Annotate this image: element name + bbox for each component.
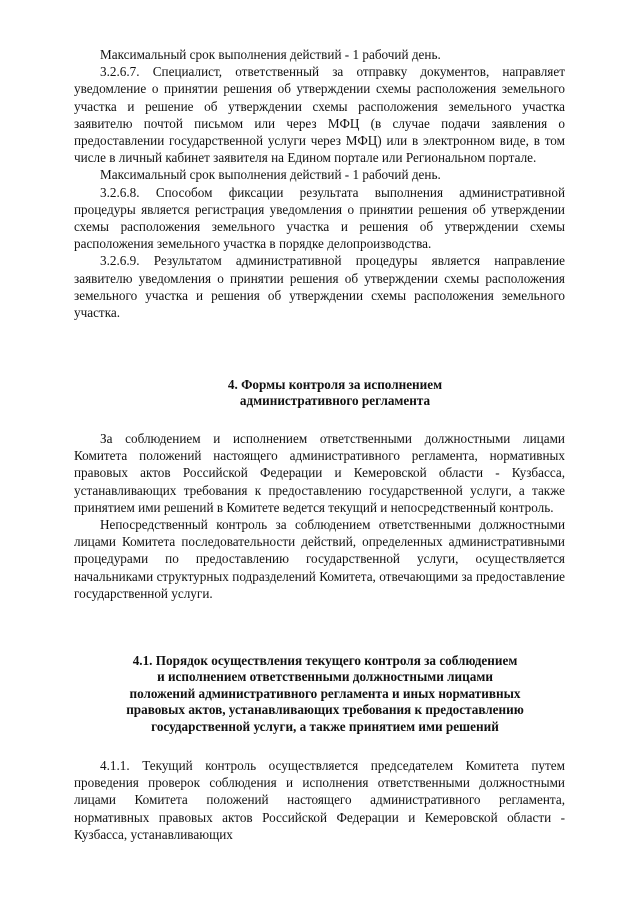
section-4-1-heading-line-2: и исполнением ответственными должностными лицами <box>157 669 493 685</box>
section-4-text <box>74 430 565 602</box>
paragraph-3-2-6-8: 3.2.6.8. Способом фиксации результата выполнения административной процедуры является регистрация уведомления о принятии решения об утверждении схемы расположения земельного участка и решения об утверждении схемы расположения земельного участка в порядке делопроизводства. <box>74 184 565 252</box>
section-4-paragraph-1: За соблюдением и исполнением ответственными должностными лицами Комитета положений настоящего административного регламента, нормативных правовых актов Российской Федерации и Кемеровской области - Кузбасса, устанавливающих требования к предоставлению государственной услуги, а также принятием ими решений в Комитете ведется текущий и непосредственный контроль. <box>74 431 565 515</box>
paragraph-4-1-1: 4.1.1. Текущий контроль осуществляется председателем Комитета путем проведения проверок соблюдения и исполнения ответственными должностными лицами Комитета положений настоящего административного регламента, нормативных правовых актов Российской Федерации и Кемеровской области - Кузбасса, устанавливающих <box>74 758 565 842</box>
paragraph-3-2-6-7: 3.2.6.7. Специалист, ответственный за отправку документов, направляет уведомление о принятии решения об утверждении схемы расположения земельного участка и решение об утверждении схемы расположения земельного участка заявителю почтой письмом или через МФЦ (в случае подачи заявления о предоставлении государственной услуги через МФЦ) или в электронном виде, в том числе в личный кабинет заявителя на Едином портале или Региональном портале. <box>74 64 565 166</box>
procedure-text <box>74 46 565 321</box>
section-4-1-heading-line-3: положений административного регламента и иных нормативных <box>129 685 521 701</box>
section-4-heading <box>190 377 480 410</box>
paragraph-3-2-6-9: 3.2.6.9. Результатом административной процедуры является направление заявителю уведомления о принятии решения об утверждении схемы расположения земельного участка и решения об утверждении схемы расположения земельного участка. <box>74 253 565 321</box>
section-4-1-heading-line-5: государственной услуги, а также принятием ими решений <box>151 718 499 734</box>
section-4-1-heading <box>84 653 566 735</box>
section-4-1-heading-line-4: правовых актов, устанавливающих требования к предоставлению <box>126 702 524 718</box>
section-4-heading-line-1: 4. Формы контроля за исполнением <box>227 377 443 392</box>
section-4-1-text <box>74 757 565 843</box>
section-4-1-heading-line-1: 4.1. Порядок осуществления текущего контроля за соблюдением <box>132 653 518 668</box>
section-4-paragraph-2: Непосредственный контроль за соблюдением ответственными должностными лицами Комитета последовательности действий, определенных административными процедурами по предоставлению государственной услуги, осуществляется начальниками структурных подразделений Комитета, отвечающими за предоставление государственной услуги. <box>74 517 565 601</box>
section-4-heading-line-2: административного регламента <box>239 393 431 409</box>
paragraph-deadline-2: Максимальный срок выполнения действий - 1 рабочий день. <box>100 167 441 183</box>
paragraph-deadline-1: Максимальный срок выполнения действий - 1 рабочий день. <box>100 47 441 62</box>
